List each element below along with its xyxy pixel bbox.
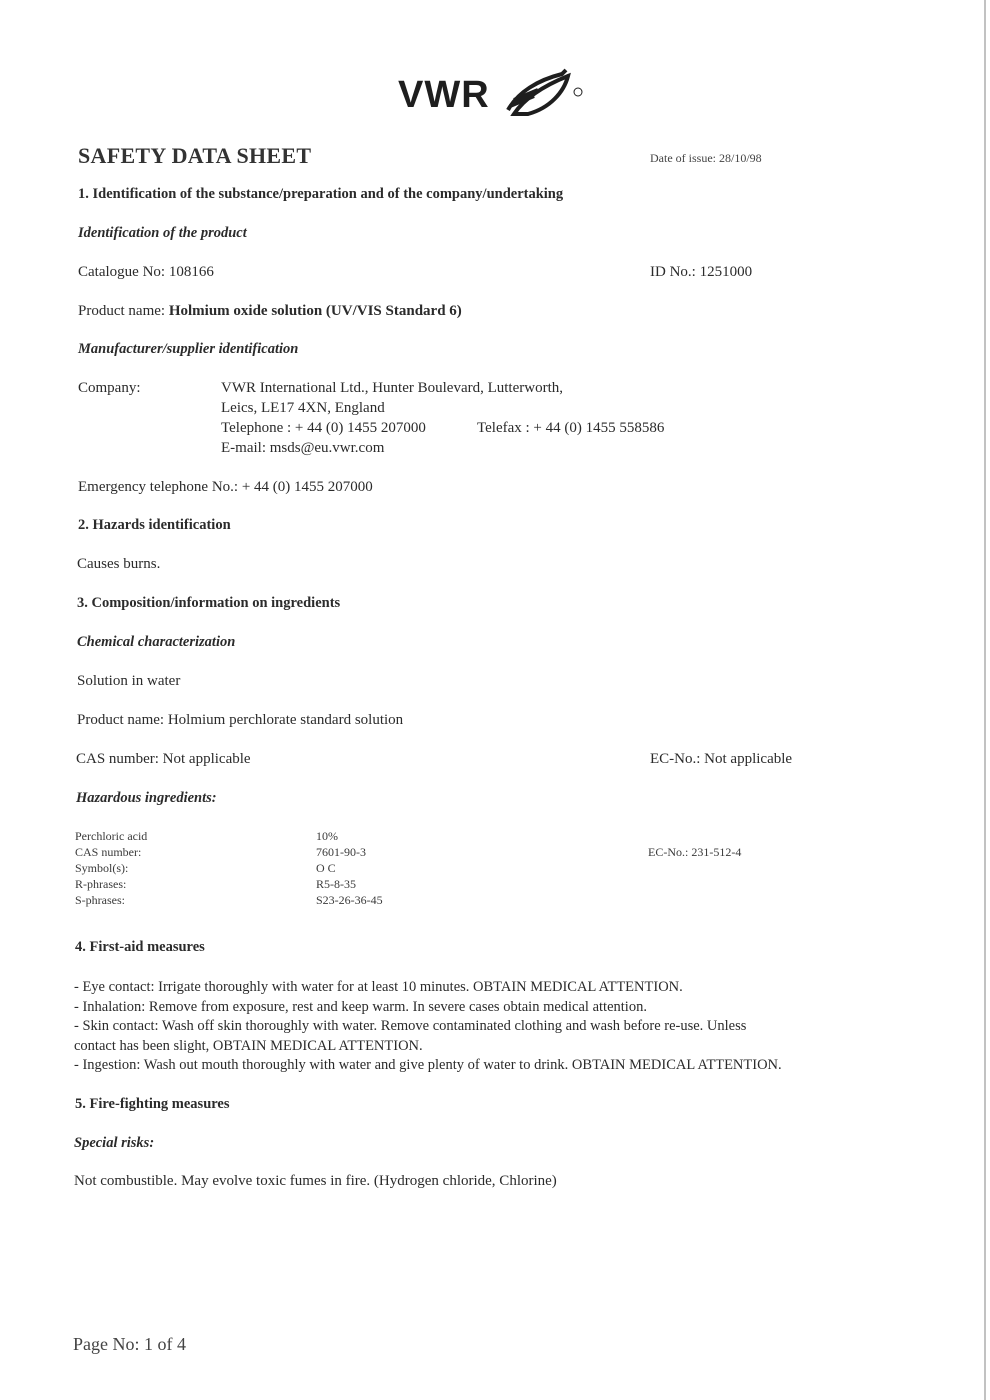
ingredient-value: R5-8-35 [316, 877, 356, 891]
chemical-characterization-subheading: Chemical characterization [77, 634, 236, 650]
logo-wordmark: VWR [398, 74, 490, 116]
first-aid-line: - Skin contact: Wash off skin thoroughly with water. Remove contaminated clothing and wash before re-use. Unless [74, 1018, 747, 1034]
special-risks-subheading: Special risks: [74, 1135, 155, 1151]
section-4-heading: 4. First-aid measures [75, 939, 205, 955]
date-of-issue: Date of issue: 28/10/98 [650, 151, 762, 165]
company-telefax: Telefax : + 44 (0) 1455 558586 [477, 420, 665, 436]
company-label: Company: [78, 380, 141, 396]
hazards-text: Causes burns. [77, 556, 161, 572]
section-3-heading: 3. Composition/information on ingredients [77, 595, 341, 611]
product-name-value: Holmium oxide solution (UV/VIS Standard 6) [168, 303, 462, 319]
ec-number: EC-No.: Not applicable [650, 751, 793, 767]
emergency-telephone: Emergency telephone No.: + 44 (0) 1455 207000 [78, 479, 373, 495]
scan-edge-divider [984, 0, 986, 1400]
cas-number: CAS number: Not applicable [76, 751, 251, 767]
company-email: E-mail: msds@eu.vwr.com [221, 440, 385, 456]
product-name [78, 303, 462, 320]
product-identification-subheading: Identification of the product [78, 225, 247, 241]
catalogue-number: Catalogue No: 108166 [78, 264, 214, 280]
ingredient-value: 7601-90-3 [316, 845, 366, 859]
leaf-logo-icon [504, 66, 588, 122]
first-aid-list [74, 978, 904, 1076]
section-2-heading: 2. Hazards identification [78, 517, 231, 533]
company-address-line-2: Leics, LE17 4XN, England [221, 400, 385, 416]
solution-text: Solution in water [77, 673, 181, 689]
ingredient-ec-number: EC-No.: 231-512-4 [648, 845, 742, 859]
ingredient-label: S-phrases: [75, 893, 125, 907]
ingredient-label: Symbol(s): [75, 861, 129, 875]
first-aid-line: - Eye contact: Irrigate thoroughly with water for at least 10 minutes. OBTAIN MEDICAL ATTENTION. [74, 979, 683, 995]
product-name-label: Product name: [78, 303, 169, 319]
section-1-heading: 1. Identification of the substance/preparation and of the company/undertaking [78, 186, 564, 202]
ingredient-value: O C [316, 861, 336, 875]
manufacturer-subheading: Manufacturer/supplier identification [78, 341, 299, 357]
ingredient-values [316, 828, 383, 908]
first-aid-line: - Ingestion: Wash out mouth thoroughly with water and give plenty of water to drink. OBTAIN MEDICAL ATTENTION. [74, 1057, 782, 1073]
vwr-logo [398, 66, 598, 122]
id-number: ID No.: 1251000 [650, 264, 753, 280]
ingredient-labels [75, 828, 147, 908]
company-address-line-1: VWR International Ltd., Hunter Boulevard, Lutterworth, [221, 380, 563, 396]
first-aid-line: - Inhalation: Remove from exposure, rest and keep warm. In severe cases obtain medical attention. [74, 998, 647, 1015]
special-risks-text: Not combustible. May evolve toxic fumes in fire. (Hydrogen chloride, Chlorine) [74, 1173, 557, 1189]
ingredient-value: 10% [316, 829, 338, 843]
ingredient-label: Perchloric acid [75, 829, 148, 843]
section-5-heading: 5. Fire-fighting measures [75, 1096, 230, 1112]
hazardous-ingredients-subheading: Hazardous ingredients: [76, 790, 217, 806]
document-title: SAFETY DATA SHEET [78, 143, 312, 168]
ingredient-value: S23-26-36-45 [316, 893, 383, 907]
page-number: Page No: 1 of 4 [73, 1334, 186, 1354]
first-aid-line: contact has been slight, OBTAIN MEDICAL ATTENTION. [74, 1037, 423, 1054]
composition-product-name: Product name: Holmium perchlorate standard solution [77, 712, 404, 728]
ingredient-label: CAS number: [75, 845, 142, 859]
ingredient-label: R-phrases: [75, 877, 127, 891]
company-telephone: Telephone : + 44 (0) 1455 207000 [221, 420, 426, 436]
